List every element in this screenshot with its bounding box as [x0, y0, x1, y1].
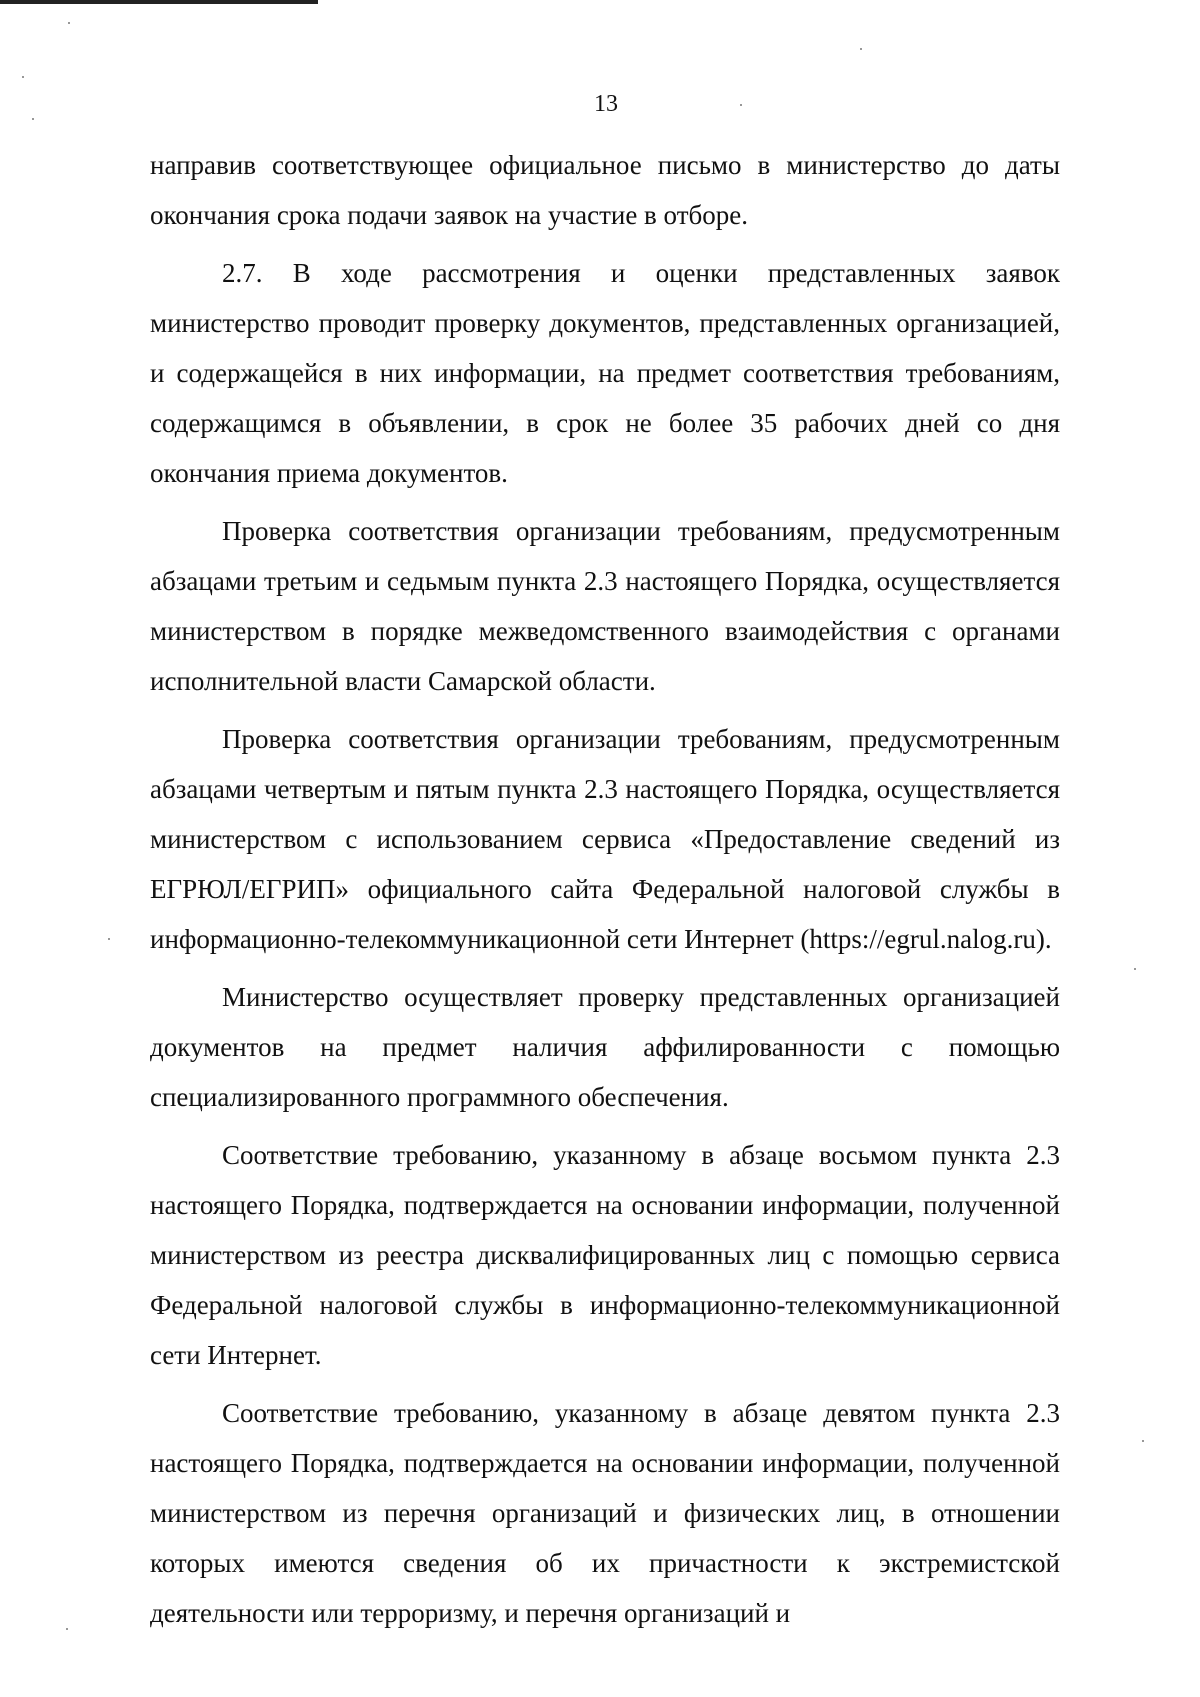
paragraph-ninth-requirement: Соответствие требованию, указанному в абзаце девятом пункта 2.3 настоящего Порядка, подтверждается на основании информации, полученной министерством из перечня организаций и физических лиц, в отношении которых имеются сведения об их причастности к экстремистской деятельности или терроризму, и перечня организаций и [150, 1398, 1060, 1628]
scan-speck [860, 48, 862, 50]
page-number: 13 [594, 91, 618, 117]
scan-speck [66, 1628, 68, 1630]
paragraph-eighth-requirement: Соответствие требованию, указанному в абзаце восьмом пункта 2.3 настоящего Порядка, подтверждается на основании информации, полученной министерством из реестра дисквалифицированных лиц с помощью сервиса Федеральной налоговой службы в информационно-телекоммуникационной сети Интернет. [150, 1140, 1060, 1370]
paragraph-check-fourth-fifth: Проверка соответствия организации требованиям, предусмотренным абзацами четвертым и пятым пункта 2.3 настоящего Порядка, осуществляется министерством с использованием сервиса «Предоставление сведений из ЕГРЮЛ/ЕГРИП» официального сайта Федеральной налоговой службы в информационно-телекоммуникационной сети Интернет (https://egrul.nalog.ru). [150, 724, 1060, 954]
scan-speck [108, 938, 110, 940]
paragraph-2-7: 2.7. В ходе рассмотрения и оценки представленных заявок министерство проводит проверку документов, представленных организацией, и содержащейся в них информации, на предмет соответствия требованиям, содержащимся в объявлении, в срок не более 35 рабочих дней со дня окончания приема документов. [150, 258, 1060, 488]
scan-speck [1142, 1440, 1144, 1442]
scan-speck [32, 118, 34, 120]
paragraph-affiliation-check: Министерство осуществляет проверку представленных организацией документов на предмет наличия аффилированности с помощью специализированного программного обеспечения. [150, 982, 1060, 1112]
scan-speck [1134, 968, 1136, 970]
paragraph-check-third-seventh: Проверка соответствия организации требованиям, предусмотренным абзацами третьим и седьмым пункта 2.3 настоящего Порядка, осуществляется министерством в порядке межведомственного взаимодействия с органами исполнительной власти Самарской области. [150, 516, 1060, 696]
scan-speck [68, 22, 70, 24]
top-border-line [0, 0, 318, 4]
document-body [150, 140, 1060, 1638]
paragraph-continuation: направив соответствующее официальное письмо в министерство до даты окончания срока подачи заявок на участие в отборе. [150, 150, 1060, 230]
scan-speck [22, 76, 24, 78]
scan-speck [740, 104, 742, 106]
